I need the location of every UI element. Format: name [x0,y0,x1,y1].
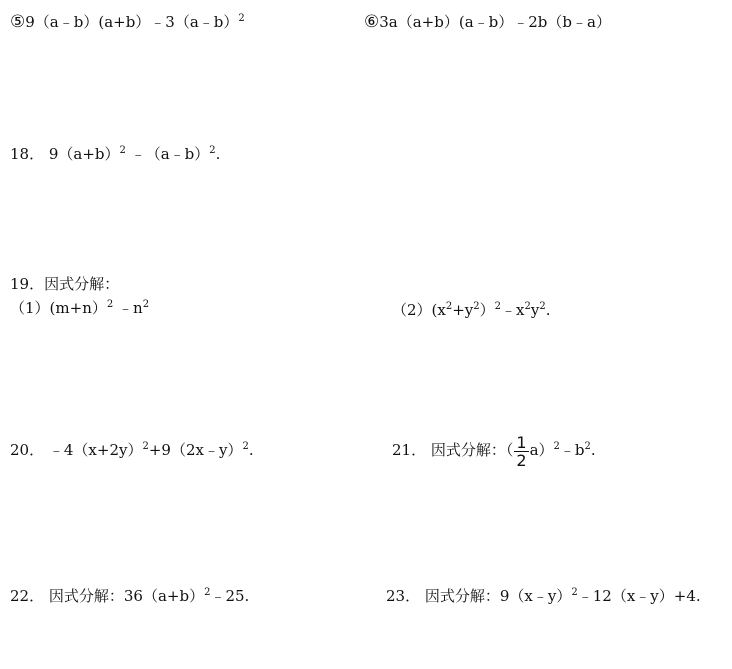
problem-21 [392,431,596,469]
problem-19-1-label: （1）(m+n） [10,299,107,317]
problem-20-part1: ﹣4（x+2y） [48,441,143,459]
problem-21-mid: ﹣b [559,441,585,459]
fraction-denominator: 2 [516,450,527,470]
problem-22-title: 因式分解： [48,587,124,605]
problem-5-marker: ⑤ [10,12,26,32]
problem-20-exp2: 2 [242,441,249,452]
problem-18-end: . [215,145,221,163]
problem-19-2-e3: 2 [494,301,502,312]
problem-22-part2: ﹣25. [210,587,250,605]
problem-18-number: 18． [10,145,45,163]
fraction-numerator: 1 [516,432,527,452]
problem-19-1-exp2: 2 [142,299,150,310]
problem-22-part1: 36（a+b） [123,587,205,605]
problem-5-expression: 9（a﹣b）(a+b）﹣3（a﹣b） [25,13,239,31]
problem-22 [10,586,249,606]
problem-18-exp1: 2 [119,145,126,156]
problem-19-2-label: （2）(x [392,301,446,319]
problem-21-after-frac: a） [529,441,554,459]
problem-20-part2: +9（2x﹣y） [148,441,243,459]
problem-19-2-s2: ） [479,301,495,319]
problem-19-2-s4: y [530,301,540,319]
problem-21-number: 21． [392,441,427,459]
problem-19-heading [10,274,119,294]
problem-23-number: 23． [386,587,421,605]
problem-20 [10,440,254,460]
problem-18-exp2: 2 [209,145,216,156]
problem-23 [386,586,701,606]
problem-19-number: 19． [10,275,45,293]
problem-23-title: 因式分解： [424,587,500,605]
problem-18-part2: ﹣（a﹣b） [130,145,210,163]
problem-6 [364,12,611,32]
problem-5 [10,12,245,32]
problem-19-title: 因式分解： [44,275,120,293]
problem-21-exp1: 2 [553,441,560,452]
problem-23-part1: 9（x﹣y） [499,587,572,605]
fraction-one-half [514,434,528,469]
problem-19-2-s3: ﹣x [501,301,525,319]
problem-19-1-exp1: 2 [106,299,114,310]
problem-23-exp1: 2 [571,587,578,598]
problem-19-2-e2: 2 [473,301,480,312]
problem-19-2-end: . [545,301,551,319]
problem-19-2 [392,300,551,320]
problem-22-exp1: 2 [204,587,211,598]
problem-18-part1: 9（a+b） [48,145,120,163]
problem-20-number: 20． [10,441,45,459]
problem-22-number: 22． [10,587,45,605]
problem-19-1-mid: ﹣n [118,299,143,317]
problem-18 [10,144,220,164]
problem-6-expression: 3a（a+b）(a﹣b）﹣2b（b﹣a） [379,13,611,31]
problem-21-open: （ [505,441,514,459]
problem-21-title: 因式分解： [430,441,506,459]
problem-19-2-s1: +y [452,301,474,319]
problem-20-end: . [248,441,254,459]
problem-19-2-e1: 2 [445,301,453,312]
problem-19-1 [10,298,149,318]
problem-20-exp1: 2 [142,441,149,452]
problem-5-exponent: 2 [238,13,245,24]
problem-19-2-e4: 2 [524,301,531,312]
problem-21-end: . [590,441,596,459]
problem-21-exp2: 2 [584,441,591,452]
problem-6-marker: ⑥ [364,12,380,32]
problem-23-part2: ﹣12（x﹣y）+4. [577,587,701,605]
problem-19-2-e5: 2 [539,301,546,312]
